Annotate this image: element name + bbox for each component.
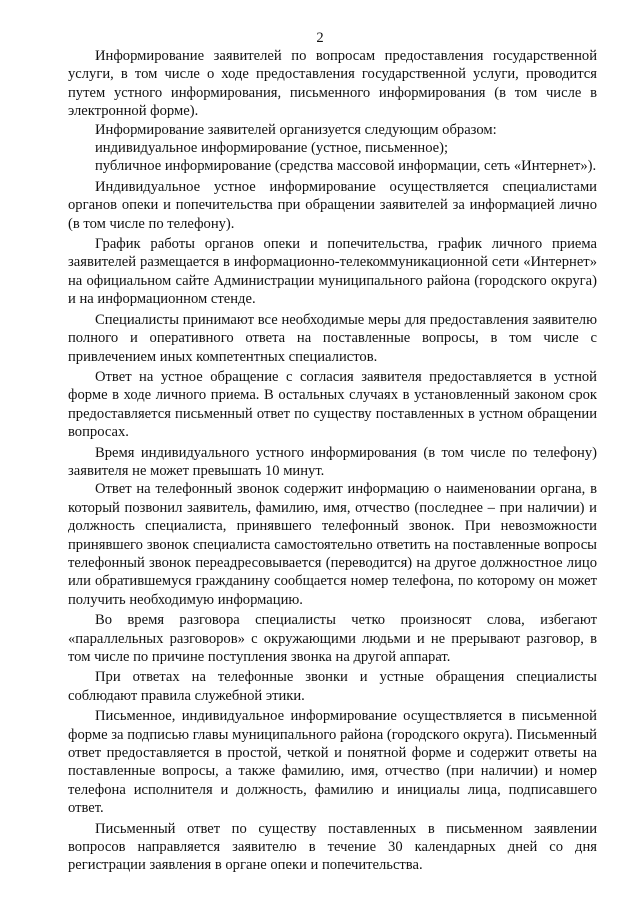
paragraph-oral-answer: Ответ на устное обращение с согласия заявителя предоставляется в устной форме в ходе личного приема. В остальных случаях в установленный законом срок предоставляется письменный ответ по существу поставленных в устном обращении вопросах. <box>68 368 597 441</box>
paragraph-public-informing: публичное информирование (средства массовой информации, сеть «Интернет»). <box>95 158 597 175</box>
paragraph-informing-organization: Информирование заявителей организуется следующим образом: <box>95 121 497 138</box>
paragraph-ethics: При ответах на телефонные звонки и устные обращения специалисты соблюдают правила служебной этики. <box>68 669 597 704</box>
paragraph-informing-intro: Информирование заявителей по вопросам предоставления государственной услуги, в том числе о ходе предоставления государственной услуги, проводится путем устного информирования, письменного информирования (в том числе в электронной форме). <box>68 48 597 120</box>
paragraph-conversation: Во время разговора специалисты четко произносят слова, избегают «параллельных разговоров» с окружающими людьми и не прерывают разговор, в том числе по причине поступления звонка на другой аппарат. <box>68 612 597 665</box>
paragraph-written-answer-term: Письменный ответ по существу поставленных в письменном заявлении вопросов направляется заявителю в течение 30 календарных дней со дня регистрации заявления в органе опеки и попечительства. <box>68 820 597 874</box>
paragraph-written-informing: Письменное, индивидуальное информирование осуществляется в письменной форме за подписью главы муниципального района (городского округа). Письменный ответ предоставляется в простой, четкой и понятной форме и содержит ответы на поставленные вопросы, а также фамилию, имя, отчество (при наличии) и номер телефона исполнителя и должность, фамилию и инициалы лица, подписавшего ответ. <box>68 708 597 817</box>
paragraph-work-schedule: График работы органов опеки и попечительства, график личного приема заявителей размещается в информационно-телекоммуникационной сети «Интернет» на официальном сайте Администрации муниципального района (городского округа) и на информационном стенде. <box>68 236 597 308</box>
page-number: 2 <box>316 30 324 46</box>
document-body <box>68 47 597 875</box>
paragraph-phone-answer: Ответ на телефонный звонок содержит информацию о наименовании органа, в который позвонил заявитель, фамилию, имя, отчество (последнее – при наличии) и должность специалиста, принявшего телефонный звонок. При невозможности принявшего звонок специалиста самостоятельно ответить на поставленные вопросы телефонный звонок переадресовывается (переводится) на другое должностное лицо или обратившемуся гражданину сообщается номер телефона, по которому он может получить необходимую информацию. <box>68 481 597 608</box>
paragraph-individual-informing: индивидуальное информирование (устное, письменное); <box>95 140 449 157</box>
paragraph-specialists-measures: Специалисты принимают все необходимые меры для предоставления заявителю полного и оперативного ответа на поставленные вопросы, в том числе с привлечением иных компетентных специалистов. <box>68 311 597 365</box>
paragraph-time-limit: Время индивидуального устного информирования (в том числе по телефону) заявителя не может превышать 10 минут. <box>68 444 597 479</box>
paragraph-oral-informing: Индивидуальное устное информирование осуществляется специалистами органов опеки и попечительства при обращении заявителей за информацией лично (в том числе по телефону). <box>68 178 597 232</box>
